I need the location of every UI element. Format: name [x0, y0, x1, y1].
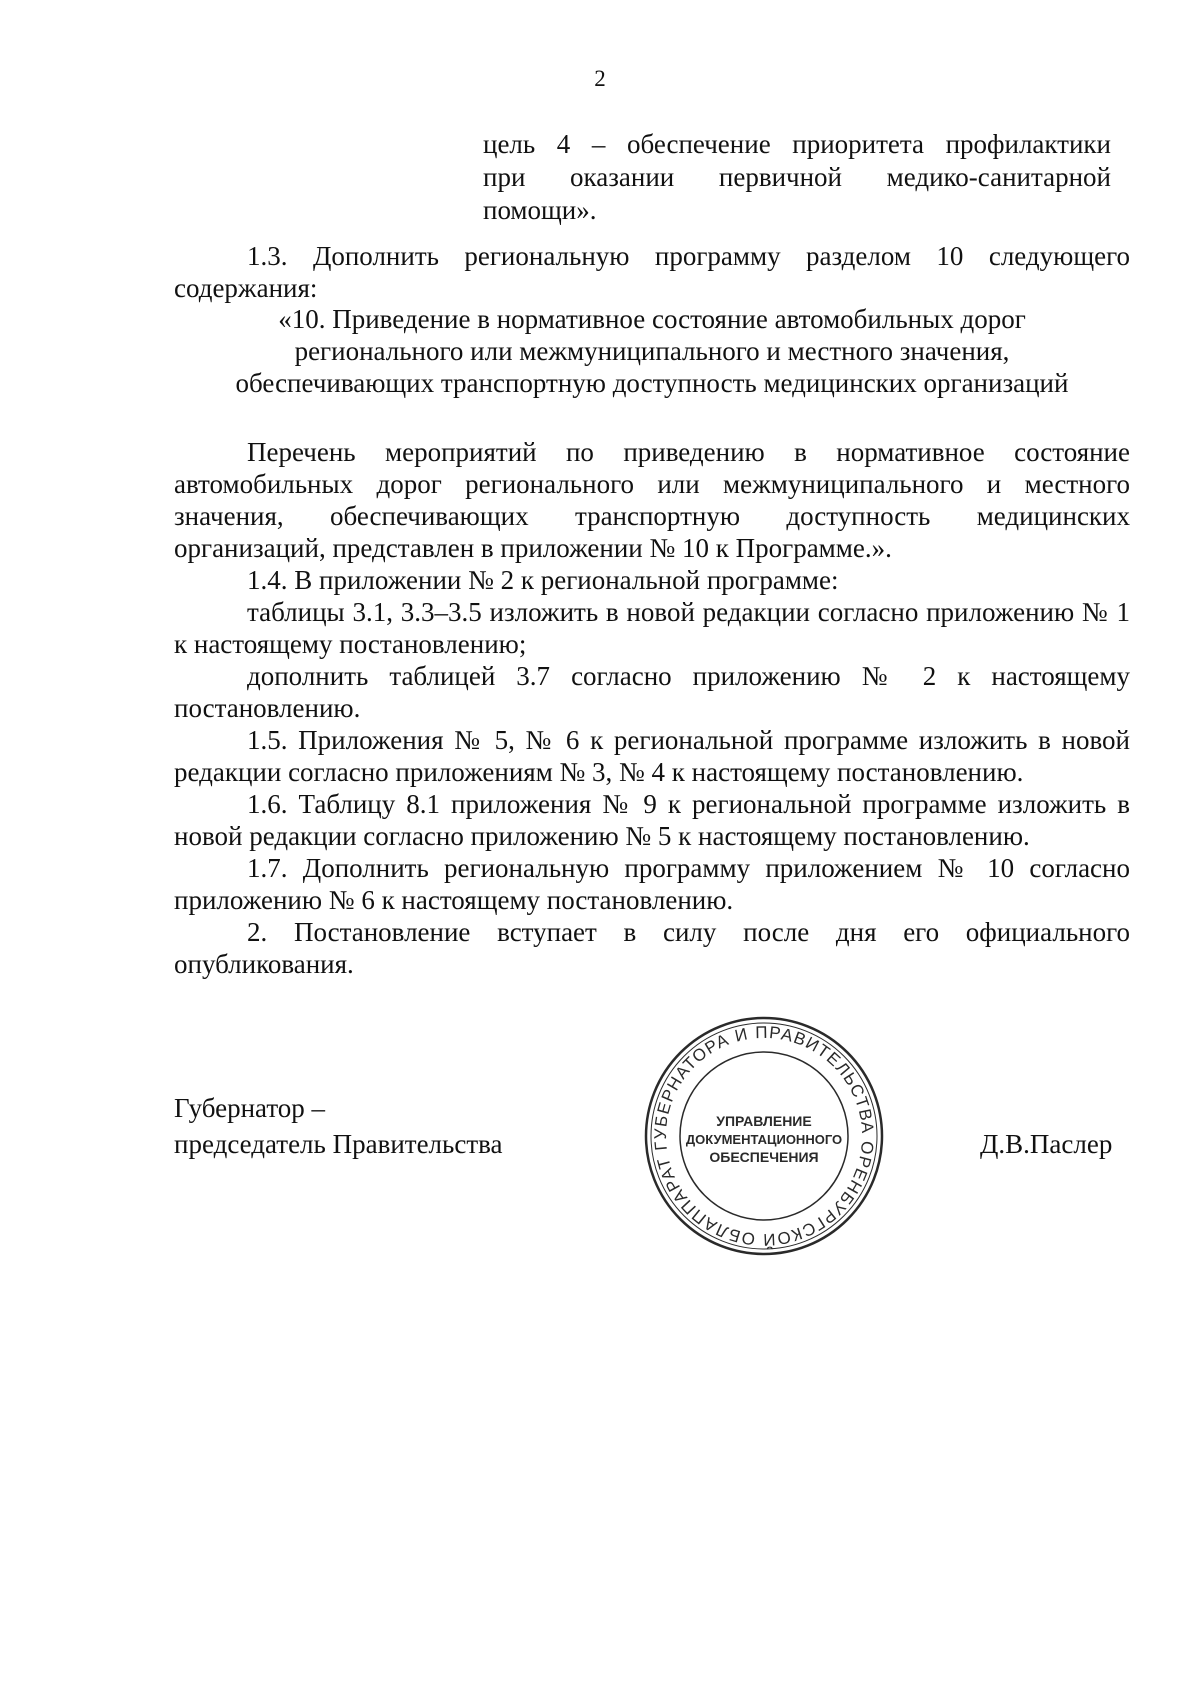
paragraph-1-5: 1.5. Приложения № 5, № 6 к региональной программе изложить в новой редакции согласно приложениям № 3, № 4 к настоящему постановлению. [174, 725, 1130, 787]
seal-inner-line-2: ДОКУМЕНТАЦИОННОГО [685, 1132, 843, 1147]
paragraph-1-7: 1.7. Дополнить региональную программу приложением № 10 согласно приложению № 6 к настоящему постановлению. [174, 853, 1130, 915]
paragraph-list: Перечень мероприятий по приведению в нормативное состояние автомобильных дорог регионального или межмуниципального и местного значения, обеспечивающих транспортную доступность медицинских организаций, представлен в приложении № 10 к Программе.». [174, 437, 1130, 563]
section-heading-line-3: обеспечивающих транспортную доступность медицинских организаций [235, 368, 1069, 398]
goal-line-3: помощи». [483, 195, 597, 225]
section-heading-line-2: регионального или межмуниципального и местного значения, [294, 336, 1010, 366]
signatory-title-line-2: председатель Правительства [174, 1129, 503, 1159]
section-heading-line-1: «10. Приведение в нормативное состояние автомобильных дорог [278, 304, 1026, 334]
paragraph-1-3: 1.3. Дополнить региональную программу разделом 10 следующего содержания: [174, 241, 1130, 303]
section-10-heading [174, 303, 1130, 399]
paragraph-1-4: 1.4. В приложении № 2 к региональной программе: [247, 565, 839, 595]
paragraph-1-6: 1.6. Таблицу 8.1 приложения № 9 к региональной программе изложить в новой редакции согласно приложению № 5 к настоящему постановлению. [174, 789, 1130, 851]
paragraph-add-table: дополнить таблицей 3.7 согласно приложению № 2 к настоящему постановлению. [174, 661, 1130, 723]
signatory-title [174, 1090, 503, 1162]
goal-line-2: при оказании первичной медико-санитарной [483, 162, 1111, 192]
paragraph-tables: таблицы 3.1, 3.3–3.5 изложить в новой редакции согласно приложению № 1 к настоящему постановлению; [174, 597, 1130, 659]
signatory-title-line-1: Губернатор – [174, 1093, 326, 1123]
goal-paragraph [483, 128, 1111, 227]
signatory-name: Д.В.Паслер [980, 1129, 1113, 1159]
seal-outer-text: АППАРАТ ГУБЕРНАТОРА И ПРАВИТЕЛЬСТВА ОРЕНБУРГСКОЙ ОБЛАСТИ [650, 1022, 878, 1250]
seal-inner-line-3: ОБЕСПЕЧЕНИЯ [709, 1149, 819, 1165]
page-number: 2 [594, 66, 606, 91]
seal-inner-line-1: УПРАВЛЕНИЕ [716, 1113, 812, 1129]
goal-line-1: цель 4 – обеспечение приоритета профилактики [483, 129, 1111, 159]
paragraph-1-3-block [174, 240, 1130, 304]
paragraph-2: 2. Постановление вступает в силу после дня его официального опубликования. [174, 917, 1130, 979]
official-seal [640, 1012, 888, 1260]
main-text [174, 436, 1130, 980]
